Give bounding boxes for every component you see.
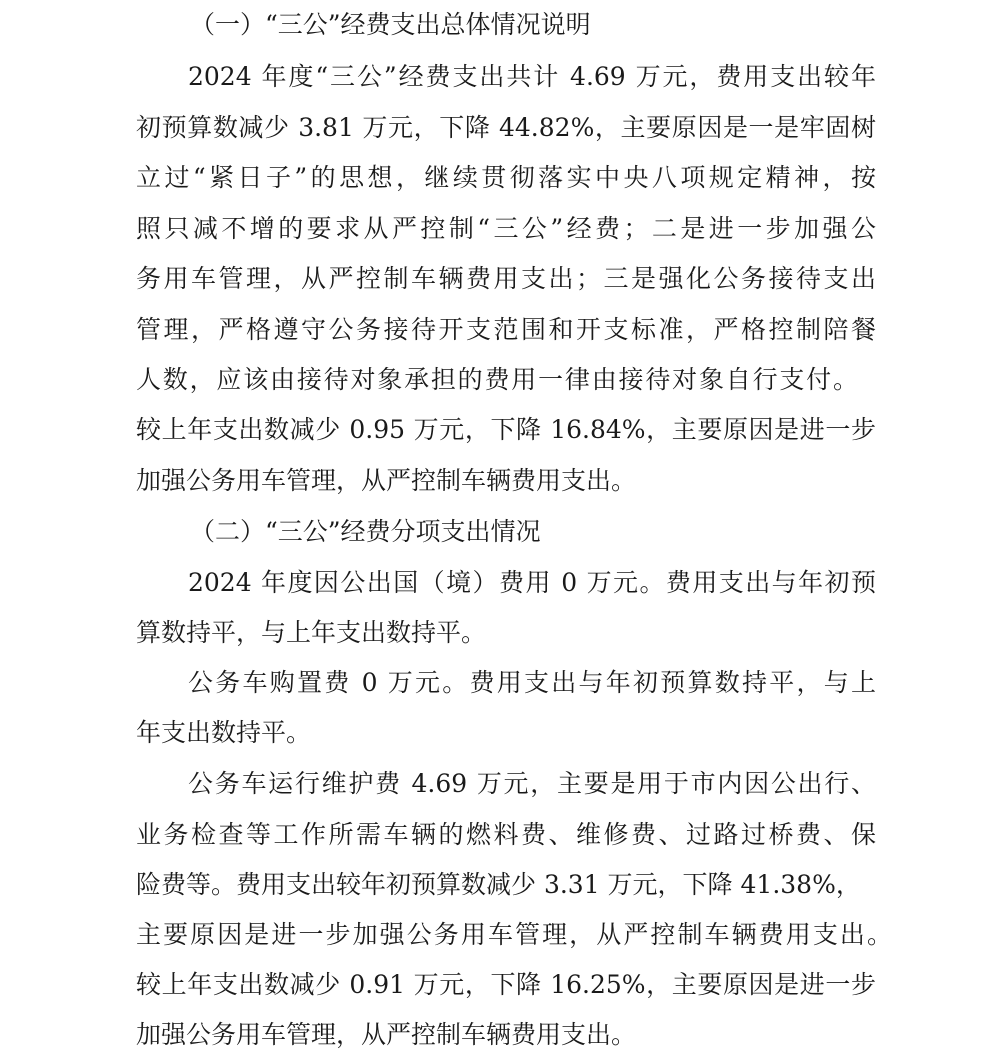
paragraph-line: 照只减不增的要求从严控制“三公”经费；二是进一步加强公 — [136, 214, 876, 243]
paragraph-line: 2024 年度因公出国（境）费用 0 万元。费用支出与年初预 — [188, 568, 876, 597]
paragraph-line: 加强公务用车管理，从严控制车辆费用支出。 — [136, 466, 637, 495]
paragraph-line: 人数，应该由接待对象承担的费用一律由接待对象自行支付。 — [136, 365, 858, 394]
paragraph-line: 较上年支出数减少 0.95 万元，下降 16.84%，主要原因是进一步 — [136, 415, 876, 444]
paragraph-line: 年支出数持平。 — [136, 718, 312, 747]
paragraph-line: 加强公务用车管理，从严控制车辆费用支出。 — [136, 1020, 637, 1049]
paragraph-line: 立过“紧日子”的思想，继续贯彻落实中央八项规定精神，按 — [136, 163, 876, 192]
paragraph-line: 务用车管理，从严控制车辆费用支出；三是强化公务接待支出 — [136, 264, 876, 293]
paragraph-line: 公务车购置费 0 万元。费用支出与年初预算数持平，与上 — [188, 668, 876, 697]
paragraph-line: 算数持平，与上年支出数持平。 — [136, 618, 487, 647]
section-heading-2: （二）“三公”经费分项支出情况 — [190, 517, 541, 546]
paragraph-line: 业务检查等工作所需车辆的燃料费、维修费、过路过桥费、保 — [136, 820, 876, 849]
paragraph-line: 2024 年度“三公”经费支出共计 4.69 万元，费用支出较年 — [188, 62, 876, 91]
paragraph-line: 险费等。费用支出较年初预算数减少 3.31 万元，下降 41.38%， — [136, 870, 861, 899]
paragraph-line: 管理，严格遵守公务接待开支范围和开支标准，严格控制陪餐 — [136, 315, 876, 344]
paragraph-line: 较上年支出数减少 0.91 万元，下降 16.25%，主要原因是进一步 — [136, 970, 876, 999]
section-heading-1: （一）“三公”经费支出总体情况说明 — [190, 10, 591, 39]
paragraph-line: 公务车运行维护费 4.69 万元，主要是用于市内因公出行、 — [188, 769, 876, 798]
paragraph-line: 主要原因是进一步加强公务用车管理，从严控制车辆费用支出。 — [136, 920, 892, 949]
paragraph-line: 初预算数减少 3.81 万元，下降 44.82%，主要原因是一是牢固树 — [136, 113, 876, 142]
